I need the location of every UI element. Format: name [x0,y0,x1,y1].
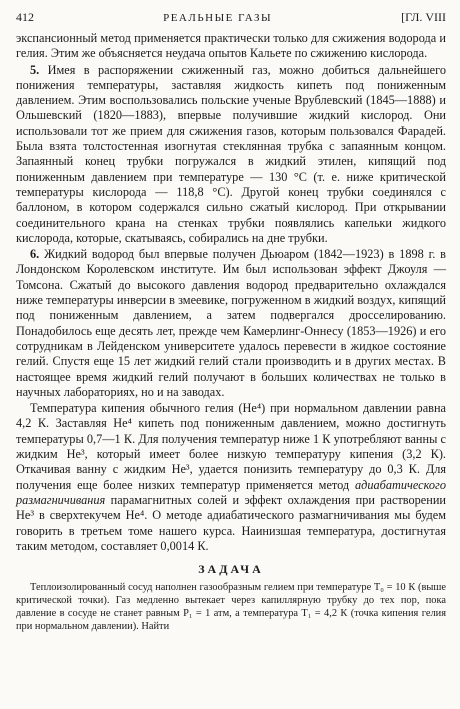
running-header [16,10,446,25]
paragraph-text: экспансионный метод применяется практически только для сжижения водорода и гелия. Этим же объясняется неудача опытов Кальете по сжижению кислорода. [16,31,446,61]
page-number: 412 [16,10,34,24]
task-text: Теплоизолированный сосуд наполнен газообразным гелием при температуре T₀ = 10 К (выше критической точки). Газ медленно вытекает через капиллярную трубку до тех пор, пока давление в сосуде не станет равным P₁ = 1 атм, а температура T₁ = 4,2 К (точка кипения гелия при нормальном давлении). Найти [16,582,446,633]
task-heading: ЗАДАЧА [198,562,264,577]
paragraph-helium [16,401,446,554]
paragraph-5 [16,63,446,247]
chapter-ref: [ГЛ. VIII [401,10,446,24]
paragraph-text: Жидкий водород был впервые получен Дьюаром (1842—1923) в 1898 г. в Лондонском Королевском институте. Им был использован эффект Джоуля — Томсона. Сжатый до высокого давления водород предварительно охлаждался ниже температуры инверсии в змеевике, погруженном в жидкий воздух, кипящий под пониженным давлением, а затем подвергался дросселированию. Понадобилось еще десять лет, прежде чем Камерлинг-Оннесу (1853—1926) и его сотрудникам в Лейденском университете удалось перевести в жидкое состояние гелий. Спустя еще 15 лет жидкий гелий стали производить и в других местах. В настоящее время жидкий гелий получают в больших количествах не только в научных лабораториях, но и на заводах. [16,247,446,399]
paragraph-text: Температура кипения обычного гелия (He⁴) при нормальном давлении равна 4,2 К. Заставляя He⁴ кипеть под пониженным давлением, можно достигнуть температуры 0,7—1 К. Для получения температур ниже 1 К употребляют ванны с жидким He³, который имеет более низкую температуру кипения (3,2 К). Откачивая ванну с жидким He³, удается понизить температуру до 0,3 К. Для получения еще более низких температур применяется метод [16,401,446,492]
paragraph-number: 6. [30,247,40,262]
paragraph-continuation [16,31,446,62]
running-title: РЕАЛЬНЫЕ ГАЗЫ [163,12,273,24]
paragraph-text: Имея в распоряжении сжиженный газ, можно добиться дальнейшего понижения температуры, заставляя жидкость кипеть под пониженным давлением. Этим воспользовались польские ученые Врублевский (1845—1888) и Ольшевский (1820—1883), впервые получившие жидкий кислород. Они использовали тот же прием для сжижения газов, которым пользовался Фарадей. Была взята толстостенная изогнутая стеклянная трубка с запаянным концом. Запаянный конец трубки погружался в жидкий этилен, кипящий под пониженным давлением при температуре — 130 °С (т. е. ниже критической температуры кислорода — 118,8 °С). Другой конец трубки соединялся с баллоном, в котором содержался сильно сжатый кислород. При открывании соединительного крана на стенках трубки появлялись капельки жидкого кислорода, которые, скатываясь, собирались на дне трубки. [16,62,446,245]
paragraph-text: парамагнитных солей и эффект охлаждения при растворении He³ в сверхтекучем He⁴. О методе адиабатического размагничивания мы будем говорить в третьем томе нашего курса. Наинизшая температура, достигнутая таким методом, составляет 0,0014 К. [16,492,446,553]
emphasized-term: адиабатического размагничивания [16,477,446,507]
paragraph-number: 5. [30,62,40,77]
paragraph-6 [16,247,446,400]
